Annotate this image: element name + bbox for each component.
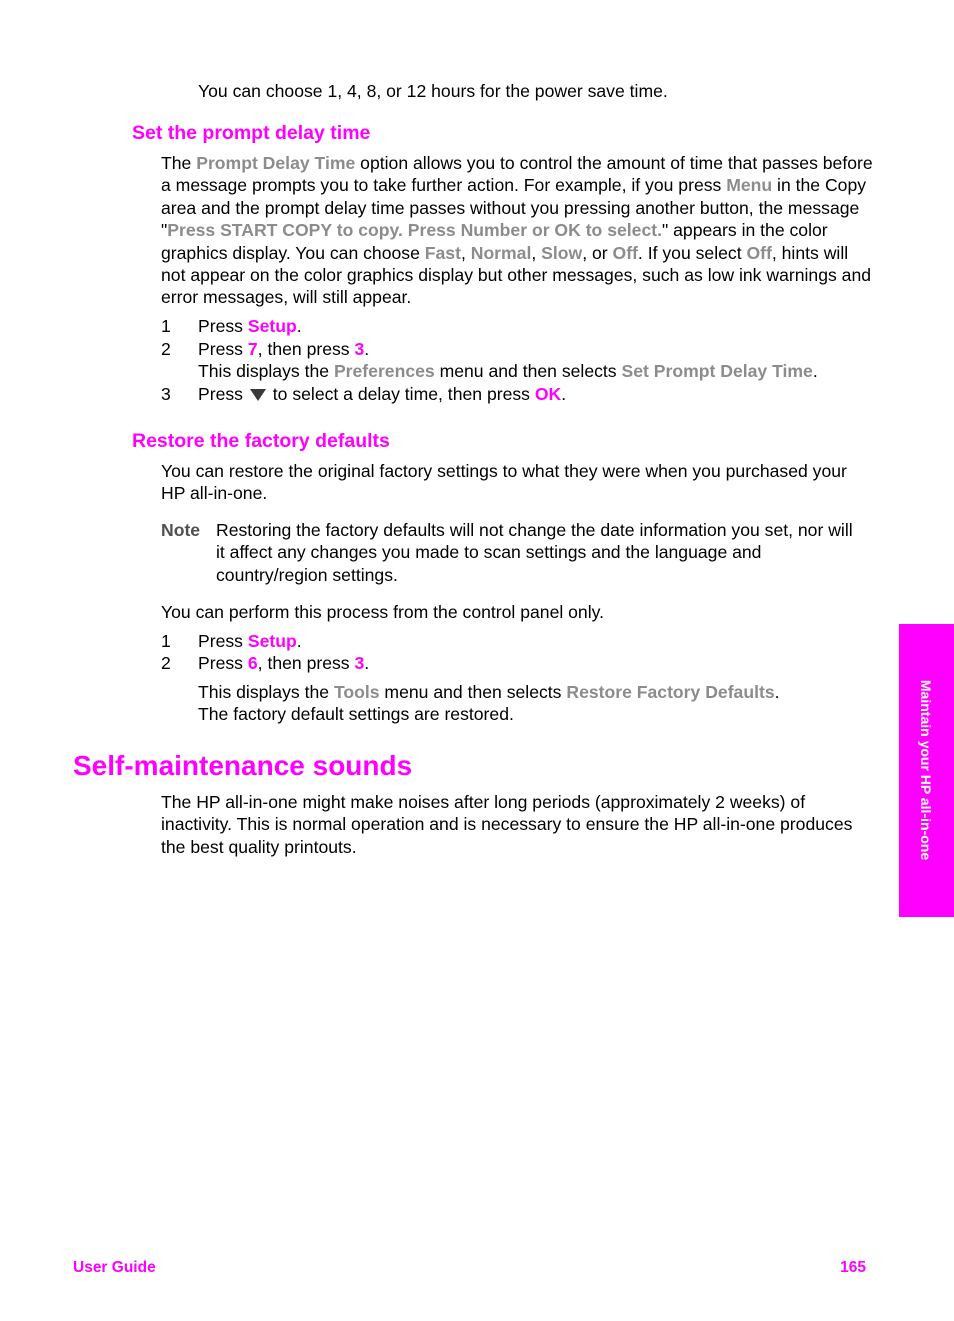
heading-prompt-delay: Set the prompt delay time (132, 122, 371, 144)
step-number: 1 (161, 316, 171, 336)
prompt-delay-paragraph: The Prompt Delay Time option allows you to control the amount of time that passes before a message prompts you to take further action. For example, if you press Menu in the Copy area and the prompt delay time passes without you pressing another button, the message "Press START COPY to copy. Press Number or OK to select." appears in the color graphics display. You can choose Fast, Normal, Slow, or Off. If you select Off, hints will not appear on the color graphics display but other messages, such as low ink warnings and error messages, will still appear. (161, 153, 873, 308)
down-triangle-icon (250, 389, 266, 401)
list-item: Press to select a delay time, then press OK. (198, 384, 567, 404)
restore-paragraph: You can restore the original factory settings to what they were when you purchased your HP all-in-one. (161, 461, 847, 504)
list-item: Press Setup. (198, 316, 302, 336)
step-detail: This displays the Tools menu and then selects Restore Factory Defaults. (198, 682, 780, 702)
list-item: Press 6, then press 3. (198, 653, 370, 673)
chapter-side-tab (899, 624, 954, 917)
note-label: Note (161, 520, 201, 540)
step-detail: The factory default settings are restored. (198, 704, 514, 724)
step-number: 1 (161, 631, 171, 651)
step-number: 3 (161, 384, 171, 404)
side-tab-label: Maintain your HP all-in-one (918, 679, 934, 861)
footer-title: User Guide (73, 1259, 156, 1276)
step-number: 2 (161, 653, 171, 673)
intro-text: You can choose 1, 4, 8, or 12 hours for the power save time. (198, 81, 668, 101)
note-text: Restoring the factory defaults will not change the date information you set, nor will it affect any changes you made to scan settings and the language and country/region settings. (216, 520, 853, 585)
list-item: Press Setup. (198, 631, 302, 651)
heading-self-maintenance: Self-maintenance sounds (73, 750, 413, 781)
page-number: 165 (840, 1259, 866, 1276)
control-panel-paragraph: You can perform this process from the control panel only. (161, 602, 605, 622)
sounds-paragraph: The HP all-in-one might make noises after long periods (approximately 2 weeks) of inactivity. This is normal operation and is necessary to ensure the HP all-in-one produces the best quality printouts. (161, 792, 853, 857)
step-number: 2 (161, 339, 171, 359)
heading-restore-defaults: Restore the factory defaults (132, 430, 390, 452)
step-detail: This displays the Preferences menu and then selects Set Prompt Delay Time. (198, 361, 818, 381)
list-item: Press 7, then press 3. (198, 339, 370, 359)
